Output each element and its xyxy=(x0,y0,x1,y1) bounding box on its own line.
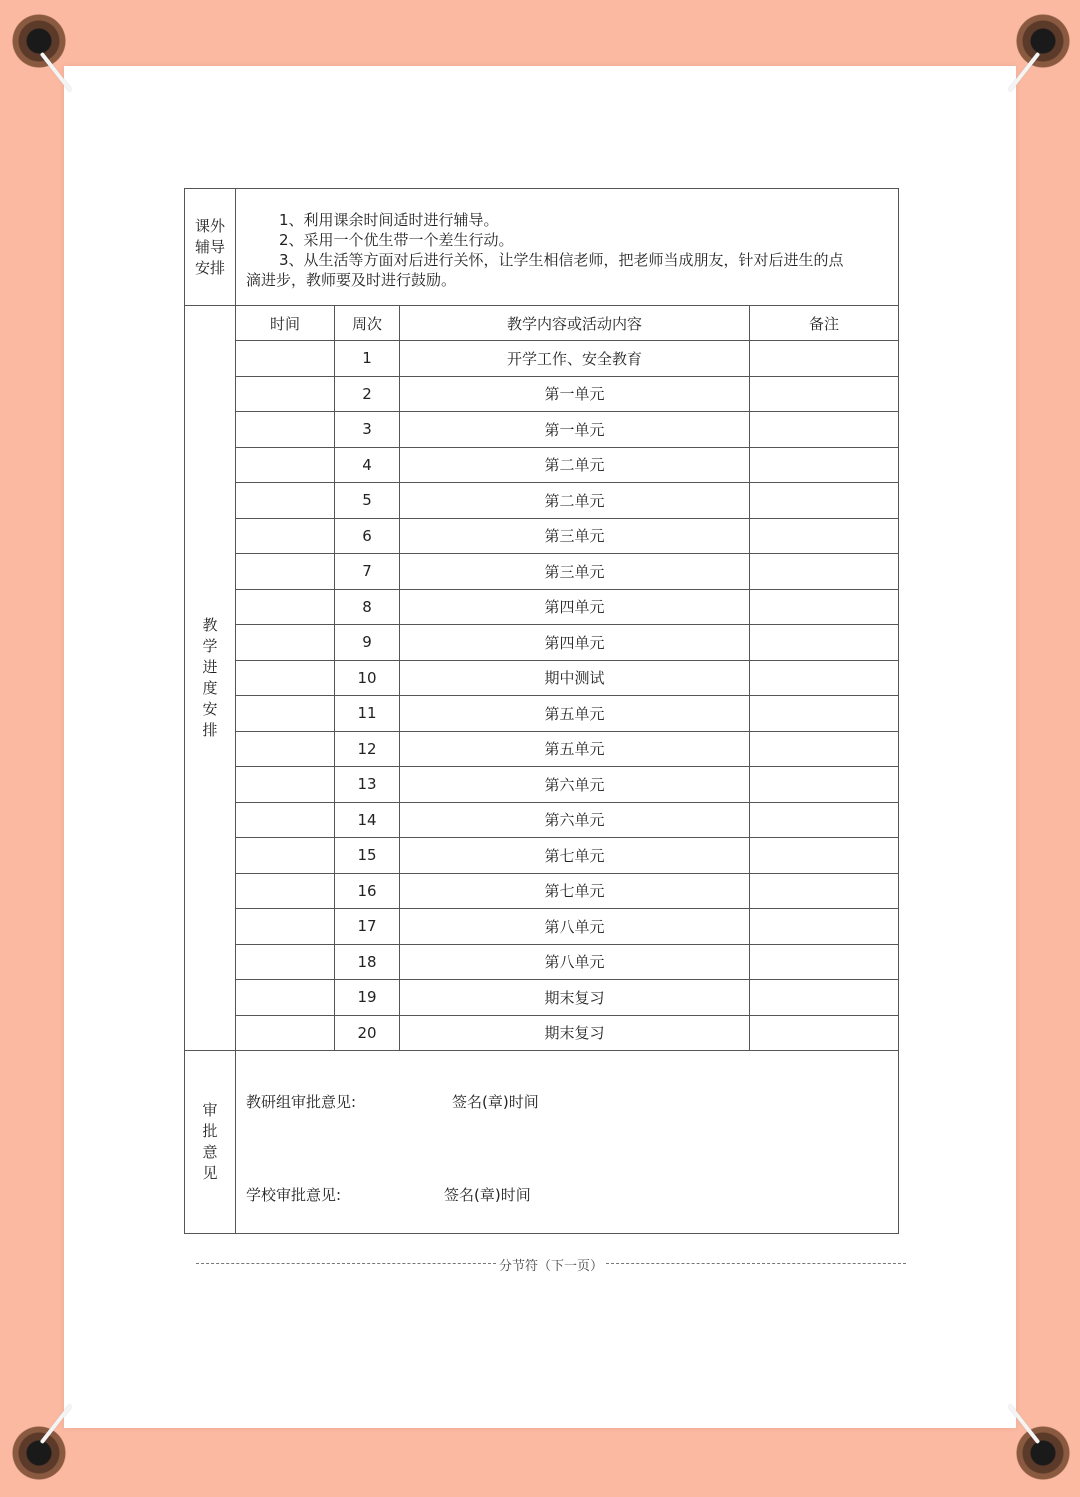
week-cell: 3 xyxy=(335,412,400,448)
tutoring-item: 3、从生活等方面对后进行关怀，让学生相信老师，把老师当成朋友，针对后进生的点 xyxy=(279,251,844,269)
schedule-row xyxy=(185,376,899,412)
schedule-label-char: 教 xyxy=(202,616,218,634)
remarks-cell xyxy=(750,589,899,625)
schedule-label xyxy=(185,306,236,1051)
tutoring-item: 1、利用课余时间适时进行辅导。 xyxy=(279,211,499,229)
week-cell: 20 xyxy=(335,1015,400,1051)
week-cell: 12 xyxy=(335,731,400,767)
schedule-row xyxy=(185,625,899,661)
group-opinion-label: 教研组审批意见: xyxy=(246,1093,357,1111)
bottom-right-grommet-icon xyxy=(1016,1426,1070,1480)
approval-label-char: 审 xyxy=(202,1101,218,1119)
section-break-line-left xyxy=(196,1263,496,1264)
week-cell: 8 xyxy=(335,589,400,625)
content-cell: 第五单元 xyxy=(400,731,750,767)
time-cell xyxy=(236,447,335,483)
schedule-row xyxy=(185,696,899,732)
week-cell: 1 xyxy=(335,341,400,377)
week-cell: 4 xyxy=(335,447,400,483)
schedule-row xyxy=(185,554,899,590)
time-cell xyxy=(236,412,335,448)
remarks-cell xyxy=(750,873,899,909)
time-cell xyxy=(236,731,335,767)
content-cell: 第六单元 xyxy=(400,802,750,838)
time-cell xyxy=(236,554,335,590)
remarks-cell xyxy=(750,944,899,980)
time-cell xyxy=(236,341,335,377)
section-break-line-right xyxy=(606,1263,906,1264)
group-signature-label: 签名(章)时间 xyxy=(452,1093,539,1111)
remarks-cell xyxy=(750,483,899,519)
approval-label-char: 见 xyxy=(202,1164,218,1182)
content-cell: 第八单元 xyxy=(400,909,750,945)
schedule-row xyxy=(185,838,899,874)
approval-content xyxy=(236,1051,899,1234)
time-cell xyxy=(236,696,335,732)
tutoring-label-line: 课外 xyxy=(194,216,225,235)
week-cell: 17 xyxy=(335,909,400,945)
content-cell: 第四单元 xyxy=(400,589,750,625)
top-left-grommet-icon xyxy=(12,14,66,68)
time-cell xyxy=(236,980,335,1016)
schedule-row xyxy=(185,483,899,519)
remarks-cell xyxy=(750,376,899,412)
schedule-row xyxy=(185,980,899,1016)
schedule-row xyxy=(185,944,899,980)
week-cell: 13 xyxy=(335,767,400,803)
remarks-cell xyxy=(750,696,899,732)
content-cell: 第七单元 xyxy=(400,838,750,874)
remarks-cell xyxy=(750,518,899,554)
remarks-cell xyxy=(750,447,899,483)
schedule-label-char: 排 xyxy=(202,721,218,739)
remarks-cell xyxy=(750,625,899,661)
time-cell xyxy=(236,376,335,412)
tutoring-label-line: 安排 xyxy=(194,258,225,277)
time-cell xyxy=(236,518,335,554)
content-cell: 第三单元 xyxy=(400,518,750,554)
teaching-plan-table xyxy=(184,188,899,1234)
remarks-cell xyxy=(750,660,899,696)
schedule-row xyxy=(185,660,899,696)
content-cell: 开学工作、安全教育 xyxy=(400,341,750,377)
section-break-label: 分节符（下一页） xyxy=(498,1259,603,1274)
remarks-cell xyxy=(750,341,899,377)
remarks-cell xyxy=(750,554,899,590)
header-content: 教学内容或活动内容 xyxy=(400,306,750,341)
content-cell: 第六单元 xyxy=(400,767,750,803)
bottom-left-grommet-icon xyxy=(12,1426,66,1480)
time-cell xyxy=(236,660,335,696)
schedule-row xyxy=(185,909,899,945)
tutoring-content xyxy=(236,189,899,306)
remarks-cell xyxy=(750,767,899,803)
week-cell: 6 xyxy=(335,518,400,554)
week-cell: 10 xyxy=(335,660,400,696)
content-cell: 第二单元 xyxy=(400,483,750,519)
week-cell: 9 xyxy=(335,625,400,661)
approval-label xyxy=(185,1051,236,1234)
week-cell: 15 xyxy=(335,838,400,874)
time-cell xyxy=(236,625,335,661)
remarks-cell xyxy=(750,731,899,767)
tutoring-label xyxy=(185,189,236,306)
schedule-header-row xyxy=(185,306,899,341)
time-cell xyxy=(236,767,335,803)
approval-label-char: 批 xyxy=(202,1122,218,1140)
schedule-row xyxy=(185,731,899,767)
schedule-label-char: 进 xyxy=(202,658,218,676)
schedule-row xyxy=(185,412,899,448)
content-cell: 期末复习 xyxy=(400,1015,750,1051)
schedule-row xyxy=(185,518,899,554)
week-cell: 19 xyxy=(335,980,400,1016)
remarks-cell xyxy=(750,802,899,838)
content-cell: 第一单元 xyxy=(400,412,750,448)
content-cell: 第五单元 xyxy=(400,696,750,732)
time-cell xyxy=(236,838,335,874)
tutoring-item: 2、采用一个优生带一个差生行动。 xyxy=(279,231,514,249)
content-cell: 第二单元 xyxy=(400,447,750,483)
time-cell xyxy=(236,909,335,945)
time-cell xyxy=(236,483,335,519)
time-cell xyxy=(236,944,335,980)
time-cell xyxy=(236,1015,335,1051)
section-break xyxy=(196,1255,906,1275)
week-cell: 16 xyxy=(335,873,400,909)
schedule-label-char: 度 xyxy=(202,679,218,697)
week-cell: 2 xyxy=(335,376,400,412)
schedule-row xyxy=(185,447,899,483)
header-week: 周次 xyxy=(335,306,400,341)
content-cell: 第七单元 xyxy=(400,873,750,909)
week-cell: 14 xyxy=(335,802,400,838)
schedule-row xyxy=(185,767,899,803)
content-cell: 期末复习 xyxy=(400,980,750,1016)
content-cell: 期中测试 xyxy=(400,660,750,696)
remarks-cell xyxy=(750,838,899,874)
header-remarks: 备注 xyxy=(750,306,899,341)
schedule-label-char: 安 xyxy=(202,700,218,718)
header-time: 时间 xyxy=(236,306,335,341)
week-cell: 7 xyxy=(335,554,400,590)
school-opinion-label: 学校审批意见: xyxy=(246,1186,342,1204)
tutoring-item: 滴进步，教师要及时进行鼓励。 xyxy=(246,271,457,289)
top-right-grommet-icon xyxy=(1016,14,1070,68)
time-cell xyxy=(236,802,335,838)
approval-label-char: 意 xyxy=(202,1143,218,1161)
tutoring-label-line: 辅导 xyxy=(194,237,225,256)
schedule-label-char: 学 xyxy=(202,637,218,655)
content-cell: 第一单元 xyxy=(400,376,750,412)
content-cell: 第四单元 xyxy=(400,625,750,661)
week-cell: 5 xyxy=(335,483,400,519)
time-cell xyxy=(236,873,335,909)
schedule-row xyxy=(185,1015,899,1051)
remarks-cell xyxy=(750,909,899,945)
time-cell xyxy=(236,589,335,625)
content-cell: 第八单元 xyxy=(400,944,750,980)
schedule-row xyxy=(185,802,899,838)
content-cell: 第三单元 xyxy=(400,554,750,590)
schedule-row xyxy=(185,341,899,377)
remarks-cell xyxy=(750,1015,899,1051)
week-cell: 18 xyxy=(335,944,400,980)
schedule-row xyxy=(185,873,899,909)
schedule-row xyxy=(185,589,899,625)
remarks-cell xyxy=(750,412,899,448)
approval-row xyxy=(185,1051,899,1234)
week-cell: 11 xyxy=(335,696,400,732)
remarks-cell xyxy=(750,980,899,1016)
tutoring-row xyxy=(185,189,899,306)
school-signature-label: 签名(章)时间 xyxy=(444,1186,531,1204)
